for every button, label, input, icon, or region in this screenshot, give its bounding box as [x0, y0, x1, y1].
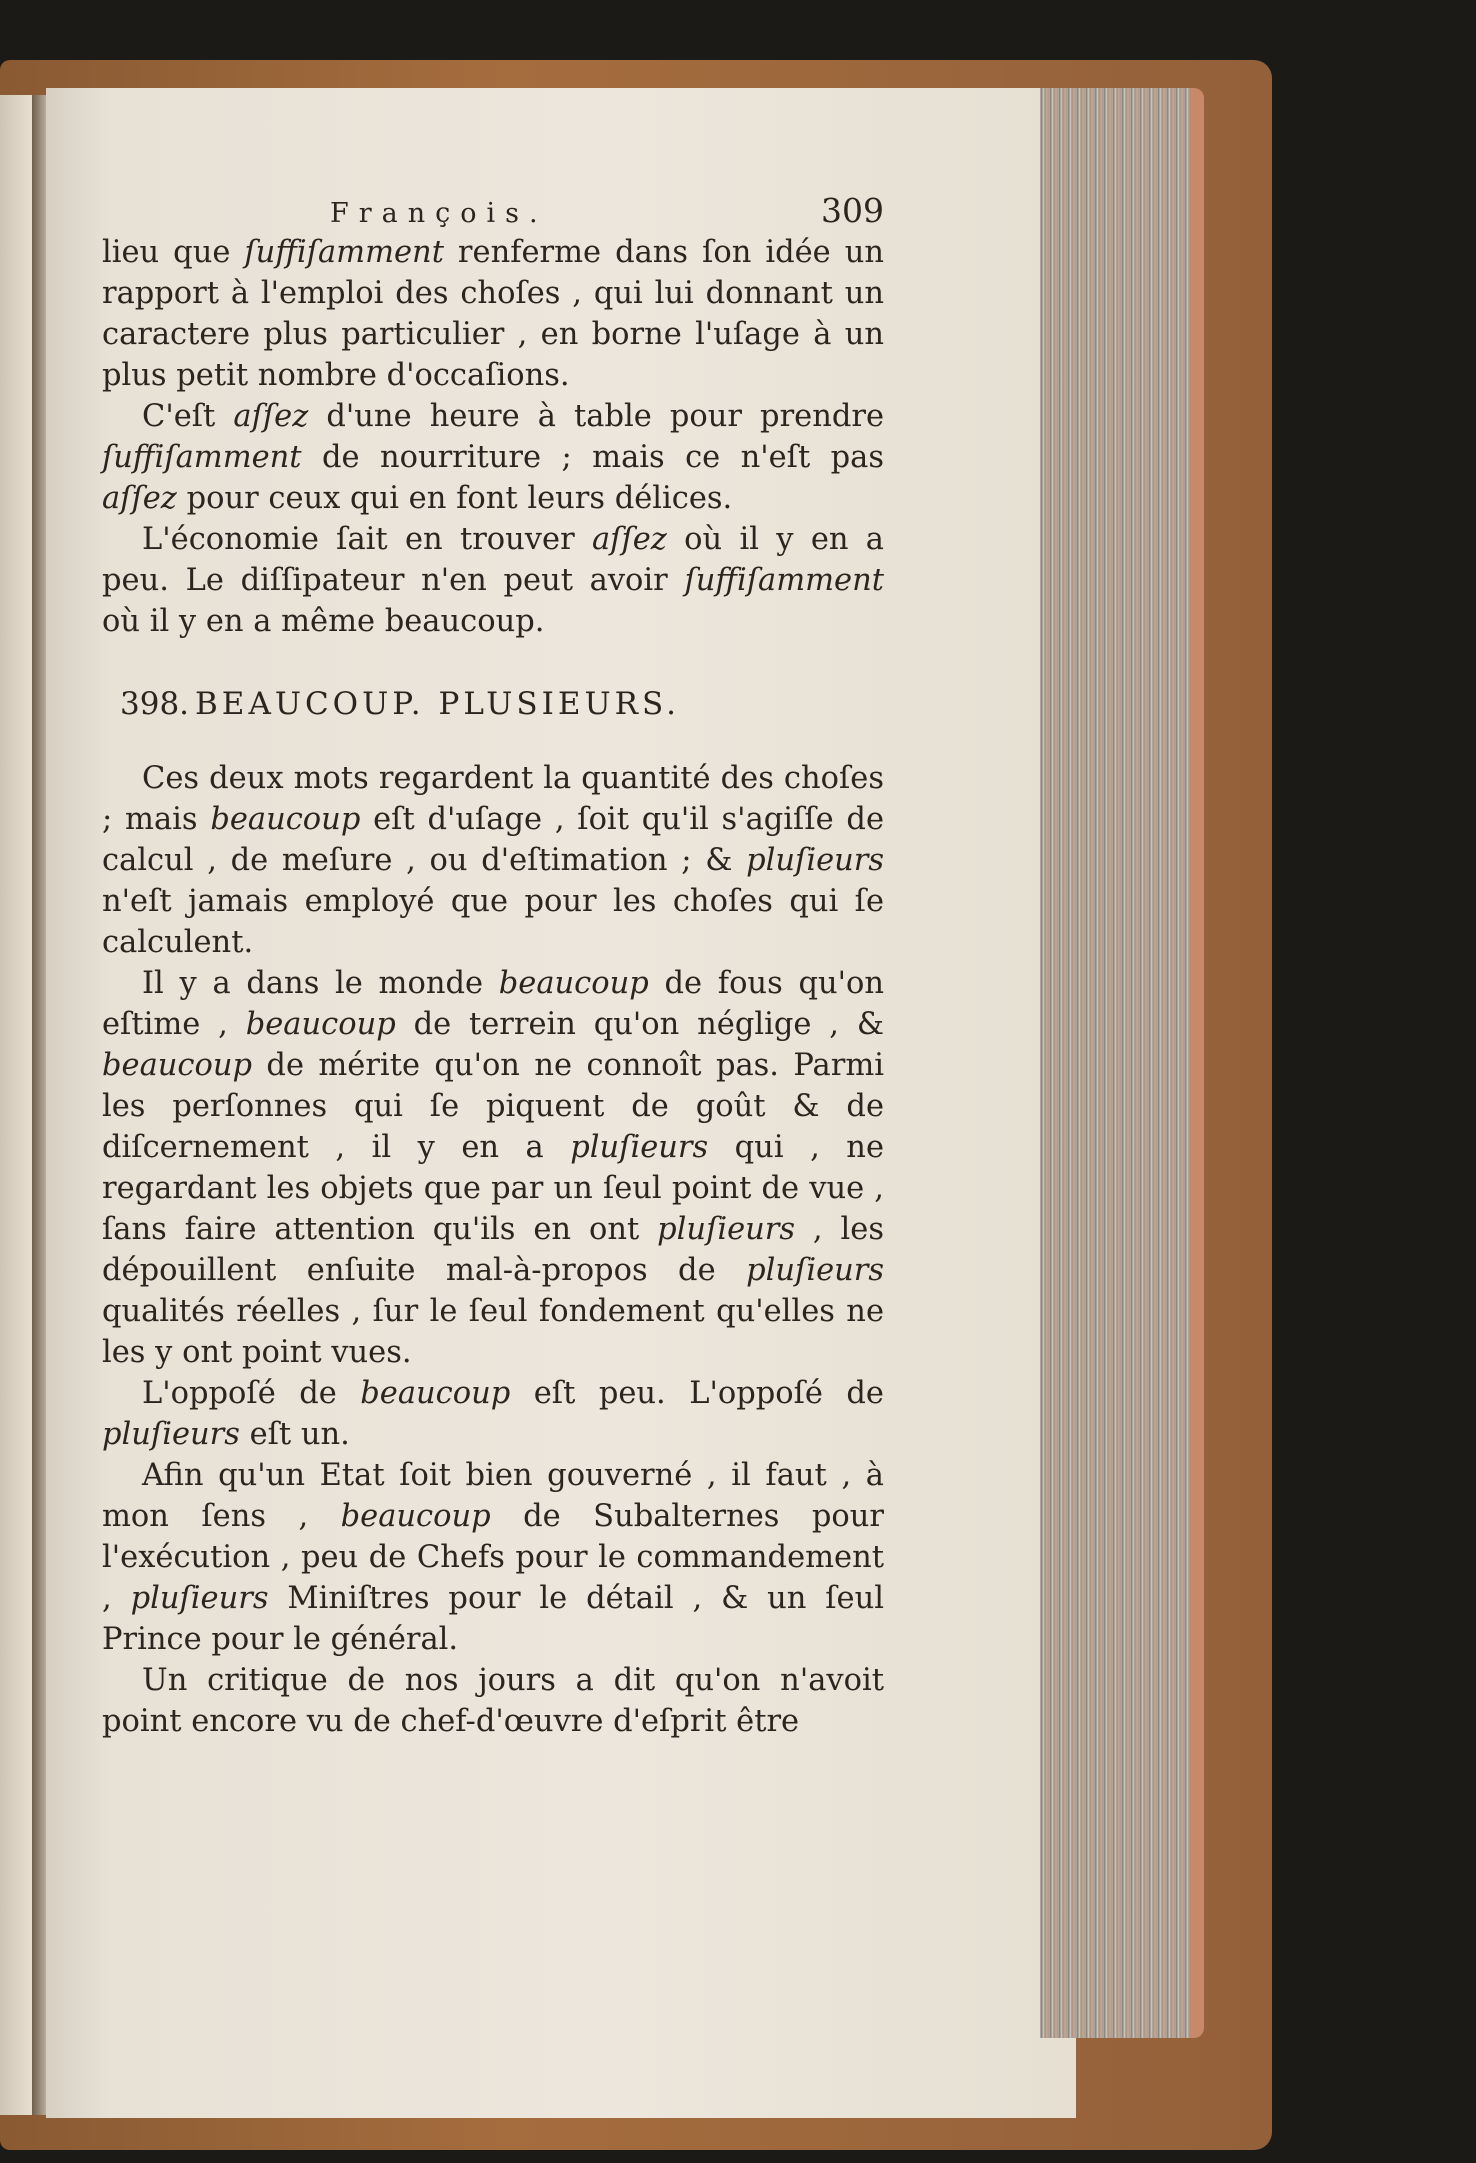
section-heading: [120, 682, 884, 726]
section-title: BEAUCOUP. PLUSIEURS.: [195, 686, 680, 722]
paragraph-5: Il y a dans le monde beaucoup de fous qu'on eſtime , beaucoup de terrein qu'on néglige , & beaucoup de mérite qu'on ne connoît pas. Parmi les perſonnes qui ſe piquent de goût & de diſcernement , il y en a pluſieurs qui , ne regardant les objets que par un ſeul point de vue , ſans faire attention qu'ils en ont pluſieurs , les dépouillent enſuite mal-à-propos de pluſieurs qualités réelles , ſur le ſeul fondement qu'elles ne les y ont point vues.: [102, 966, 884, 1370]
paragraph-3: L'économie ſait en trouver aſſez où il y en a peu. Le diſſipateur n'en peut avoir ſuffiſamment où il y en a même beaucoup.: [102, 522, 884, 639]
page-edges: [1040, 88, 1204, 2038]
facing-page-edge: [0, 95, 32, 2115]
paragraph-4: Ces deux mots regardent la quantité des choſes ; mais beaucoup eſt d'uſage , ſoit qu'il s'agiſſe de calcul , de meſure , ou d'eſtimation ; & pluſieurs n'eſt jamais employé que pour les choſes qui ſe calculent.: [102, 761, 884, 960]
paragraph-7: Afin qu'un Etat ſoit bien gouverné , il faut , à mon ſens , beaucoup de Subalternes pour l'exécution , peu de Chefs pour le commandement , pluſieurs Miniſtres pour le détail , & un ſeul Prince pour le général.: [102, 1458, 885, 1657]
paragraph-6: L'oppoſé de beaucoup eſt peu. L'oppoſé de pluſieurs eſt un.: [102, 1376, 884, 1452]
book-gutter: [32, 95, 46, 2115]
paragraph-8: Un critique de nos jours a dit qu'on n'avoit point encore vu de chef-d'œuvre d'eſprit être: [102, 1663, 884, 1739]
page-number: 309: [821, 191, 884, 230]
section-number: 398.: [120, 686, 190, 722]
page-text: [102, 190, 884, 1742]
paragraph-2: C'eſt aſſez d'une heure à table pour prendre ſuffiſamment de nourriture ; mais ce n'eſt pas aſſez pour ceux qui en font leurs délices.: [102, 399, 884, 516]
running-title: François.: [330, 198, 548, 229]
running-header: [102, 190, 884, 232]
paragraph-1: lieu que ſuffiſamment renferme dans ſon idée un rapport à l'emploi des choſes , qui lui donnant un caractere plus particulier , en borne l'uſage à un plus petit nombre d'occaſions.: [102, 235, 884, 393]
